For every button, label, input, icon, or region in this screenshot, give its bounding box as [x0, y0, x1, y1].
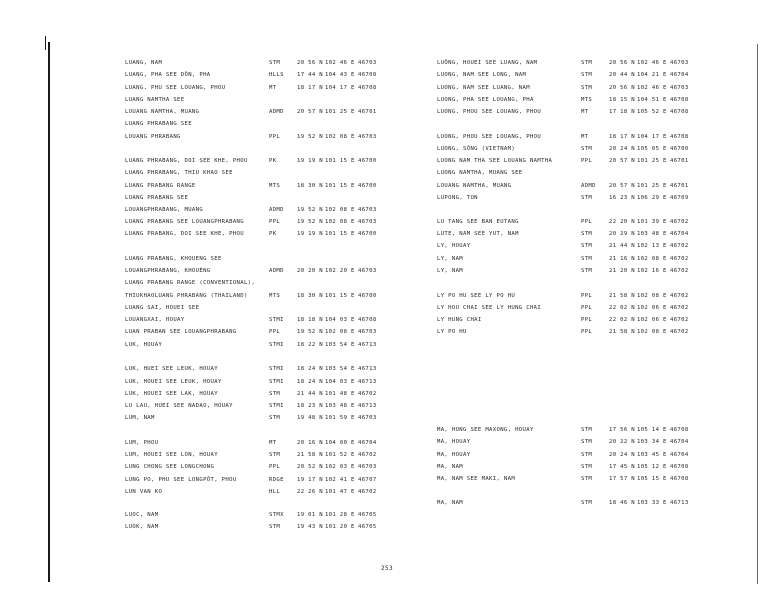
- entry-name: LUOC, NAM: [125, 512, 159, 518]
- entry-latitude: 20 24 N: [609, 452, 636, 458]
- entry-name: LUANG, PHA SEE DÔN, PHA: [125, 72, 211, 78]
- entry-name: LUANG NAMTHA SEE: [125, 97, 185, 103]
- entry-name: LUANG PHRABANG SEE: [125, 121, 192, 127]
- entry-feature-type: PPL: [269, 464, 281, 470]
- entry-latitude: 17 57 N: [609, 476, 636, 482]
- entry-longitude: 103 48 E: [637, 231, 667, 237]
- entry-feature-type: STM: [581, 476, 593, 482]
- entry-latitude: 21 58 N: [609, 293, 636, 299]
- entry-sheet-number: 46702: [358, 452, 377, 458]
- entry-sheet-number: 46708: [670, 427, 689, 433]
- entry-sheet-number: 46705: [358, 512, 377, 518]
- entry-longitude: 103 54 E: [325, 366, 355, 372]
- entry-latitude: 18 17 N: [297, 85, 324, 91]
- entry-longitude: 102 46 E: [637, 85, 667, 91]
- entry-longitude: 101 15 E: [325, 293, 355, 299]
- entry-name: LUONG NAM THA SEE LOUANG NAMTHA: [437, 158, 553, 164]
- left-margin-line: [48, 42, 50, 582]
- entry-longitude: 106 29 E: [637, 195, 667, 201]
- entry-feature-type: STM: [581, 500, 593, 506]
- entry-latitude: 19 19 N: [297, 158, 324, 164]
- entry-longitude: 101 15 E: [325, 158, 355, 164]
- entry-feature-type: STM: [581, 60, 593, 66]
- entry-name: LUPONG, TON: [437, 195, 478, 201]
- entry-latitude: 20 56 N: [297, 60, 324, 66]
- entry-longitude: 101 15 E: [325, 231, 355, 237]
- entry-feature-type: STM: [269, 415, 281, 421]
- entry-name: MA, HONG SEE MAXONG, HOUAY: [437, 427, 534, 433]
- entry-longitude: 102 08 E: [325, 207, 355, 213]
- entry-longitude: 101 59 E: [325, 415, 355, 421]
- entry-longitude: 105 15 E: [637, 476, 667, 482]
- entry-longitude: 103 33 E: [637, 500, 667, 506]
- entry-sheet-number: 46704: [670, 439, 689, 445]
- entry-name: MA, HOUAY: [437, 452, 471, 458]
- entry-latitude: 19 19 N: [297, 231, 324, 237]
- entry-name: LUM, NAM: [125, 415, 155, 421]
- entry-longitude: 102 20 E: [325, 268, 355, 274]
- entry-longitude: 105 52 E: [637, 109, 667, 115]
- entry-sheet-number: 46708: [670, 97, 689, 103]
- entry-feature-type: STM: [581, 72, 593, 78]
- entry-sheet-number: 46713: [358, 366, 377, 372]
- entry-longitude: 101 52 E: [325, 452, 355, 458]
- entry-name: LUANG PRABANG SEE: [125, 195, 189, 201]
- entry-sheet-number: 46700: [358, 183, 377, 189]
- entry-sheet-number: 46702: [670, 219, 689, 225]
- entry-sheet-number: 46701: [670, 158, 689, 164]
- entry-longitude: 104 21 E: [637, 72, 667, 78]
- entry-longitude: 104 00 E: [325, 440, 355, 446]
- entry-latitude: 22 26 N: [297, 489, 324, 495]
- entry-longitude: 103 45 E: [637, 452, 667, 458]
- entry-sheet-number: 46708: [358, 85, 377, 91]
- entry-longitude: 101 28 E: [325, 512, 355, 518]
- entry-latitude: 18 17 N: [609, 134, 636, 140]
- entry-feature-type: STM: [581, 439, 593, 445]
- entry-latitude: 19 48 N: [297, 415, 324, 421]
- page-number: 253: [381, 565, 394, 572]
- entry-longitude: 103 54 E: [325, 342, 355, 348]
- entry-latitude: 21 20 N: [609, 268, 636, 274]
- entry-name: LU LAU, HUEI SEE NADAO, HOUAY: [125, 403, 233, 409]
- entry-feature-type: PPL: [581, 219, 593, 225]
- entry-latitude: 19 52 N: [297, 329, 324, 335]
- entry-feature-type: HLLS: [269, 72, 284, 78]
- entry-name: LUANG, PHU SEE LOUANG, PHOU: [125, 85, 226, 91]
- entry-latitude: 19 52 N: [297, 219, 324, 225]
- entry-sheet-number: 46713: [358, 379, 377, 385]
- entry-name: LUK, HOUEI SEE LEUK, HOUAY: [125, 379, 222, 385]
- entry-name: LUONG NAMTHA, MUANG SEE: [437, 170, 523, 176]
- entry-feature-type: STMI: [269, 379, 284, 385]
- entry-sheet-number: 46708: [670, 464, 689, 470]
- entry-name: LOUANG NAMTHA, MUANG: [437, 183, 512, 189]
- entry-name: LOUANGXAI, HOUAY: [125, 317, 185, 323]
- entry-latitude: 18 18 N: [297, 317, 324, 323]
- entry-feature-type: STM: [581, 256, 593, 262]
- entry-feature-type: PPL: [269, 219, 281, 225]
- entry-name: LUANG PRABANG, DOI SEE KHE, PHOU: [125, 231, 244, 237]
- entry-sheet-number: 46705: [358, 524, 377, 530]
- entry-latitude: 21 16 N: [609, 256, 636, 262]
- entry-sheet-number: 46702: [670, 317, 689, 323]
- entry-latitude: 20 56 N: [609, 85, 636, 91]
- entry-feature-type: STM: [581, 243, 593, 249]
- entry-longitude: 104 17 E: [325, 85, 355, 91]
- entry-longitude: 102 03 E: [325, 464, 355, 470]
- entry-name: LUANG PRABANG RANGE (CONVENTIONAL),: [125, 280, 256, 286]
- entry-latitude: 17 44 N: [297, 72, 324, 78]
- entry-sheet-number: 46701: [670, 183, 689, 189]
- entry-name: LY PO HU SEE LY PO HU: [437, 293, 516, 299]
- entry-longitude: 104 17 E: [637, 134, 667, 140]
- entry-feature-type: PPL: [269, 329, 281, 335]
- entry-latitude: 20 29 N: [609, 231, 636, 237]
- entry-name: THIUKHAOLUANG PHRABANG (THAILAND): [125, 293, 248, 299]
- entry-feature-type: STM: [581, 268, 593, 274]
- entry-name: LUK, HOUEI SEE LAK, HOUAY: [125, 391, 218, 397]
- entry-sheet-number: 46709: [670, 195, 689, 201]
- entry-latitude: 18 15 N: [609, 97, 636, 103]
- entry-latitude: 20 52 N: [297, 464, 324, 470]
- entry-feature-type: PK: [269, 158, 277, 164]
- entry-name: LUONG, SÔNG (VIETNAM): [437, 146, 516, 152]
- entry-sheet-number: 46708: [670, 134, 689, 140]
- entry-name: LUONG, NAM SEE LONG, NAM: [437, 72, 527, 78]
- entry-feature-type: STM: [269, 391, 281, 397]
- entry-latitude: 17 45 N: [609, 464, 636, 470]
- entry-sheet-number: 46702: [358, 391, 377, 397]
- entry-longitude: 101 15 E: [325, 183, 355, 189]
- entry-latitude: 19 52 N: [297, 207, 324, 213]
- entry-longitude: 102 46 E: [325, 60, 355, 66]
- entry-name: MA, NAM: [437, 500, 464, 506]
- entry-sheet-number: 46713: [358, 403, 377, 409]
- entry-name: LY, NAM: [437, 268, 464, 274]
- entry-feature-type: STM: [581, 195, 593, 201]
- entry-feature-type: PPL: [581, 305, 593, 311]
- entry-longitude: 101 25 E: [325, 109, 355, 115]
- entry-latitude: 18 30 N: [297, 183, 324, 189]
- entry-feature-type: PPL: [581, 329, 593, 335]
- entry-feature-type: ADMD: [269, 207, 284, 213]
- entry-latitude: 18 22 N: [297, 342, 324, 348]
- entry-feature-type: PPL: [581, 317, 593, 323]
- entry-name: LUNG CHONG SEE LONGCHONG: [125, 464, 215, 470]
- entry-sheet-number: 46708: [358, 72, 377, 78]
- entry-latitude: 19 17 N: [297, 477, 324, 483]
- entry-sheet-number: 46704: [358, 440, 377, 446]
- entry-latitude: 19 43 N: [297, 524, 324, 530]
- entry-sheet-number: 46702: [670, 268, 689, 274]
- entry-feature-type: MTS: [581, 97, 593, 103]
- entry-name: LY, HOUAY: [437, 243, 471, 249]
- entry-latitude: 20 22 N: [609, 439, 636, 445]
- entry-name: LY PO HU: [437, 329, 467, 335]
- entry-name: MA, HOUAY: [437, 439, 471, 445]
- entry-feature-type: ADMD: [269, 268, 284, 274]
- entry-name: LUANG PRABANG, KHOUENG SEE: [125, 256, 222, 262]
- entry-latitude: 22 02 N: [609, 305, 636, 311]
- entry-latitude: 22 20 N: [609, 219, 636, 225]
- entry-sheet-number: 46703: [358, 60, 377, 66]
- entry-sheet-number: 46702: [670, 305, 689, 311]
- entry-longitude: 102 08 E: [637, 329, 667, 335]
- entry-name: LOUANG NAMTHA, MUANG: [125, 109, 200, 115]
- entry-longitude: 102 41 E: [325, 477, 355, 483]
- entry-latitude: 17 18 N: [609, 109, 636, 115]
- entry-sheet-number: 46708: [358, 317, 377, 323]
- entry-feature-type: MT: [581, 134, 589, 140]
- entry-name: LUTE, NAM SEE YUT, NAM: [437, 231, 519, 237]
- entry-sheet-number: 46704: [670, 452, 689, 458]
- entry-latitude: 21 44 N: [297, 391, 324, 397]
- entry-sheet-number: 46707: [358, 477, 377, 483]
- entry-name: LOUANGPHRABANG, KHOUÈNG: [125, 268, 211, 274]
- entry-latitude: 21 58 N: [297, 452, 324, 458]
- entry-sheet-number: 46703: [358, 207, 377, 213]
- entry-longitude: 104 03 E: [325, 317, 355, 323]
- entry-feature-type: STM: [581, 452, 593, 458]
- entry-longitude: 101 25 E: [637, 183, 667, 189]
- entry-latitude: 19 01 N: [297, 512, 324, 518]
- entry-sheet-number: 46700: [358, 158, 377, 164]
- entry-longitude: 101 48 E: [325, 391, 355, 397]
- entry-longitude: 102 46 E: [637, 60, 667, 66]
- entry-latitude: 20 20 N: [297, 268, 324, 274]
- entry-feature-type: STM: [269, 524, 281, 530]
- entry-longitude: 102 13 E: [637, 243, 667, 249]
- entry-longitude: 101 20 E: [325, 524, 355, 530]
- entry-name: LUANG PHRABANG, THIU KHAO SEE: [125, 170, 233, 176]
- entry-longitude: 102 06 E: [637, 317, 667, 323]
- entry-longitude: 102 08 E: [637, 293, 667, 299]
- entry-name: LY, NAM: [437, 256, 464, 262]
- entry-sheet-number: 46701: [358, 109, 377, 115]
- entry-name: LUANG SAI, HOUEI SEE: [125, 305, 200, 311]
- entry-longitude: 105 14 E: [637, 427, 667, 433]
- entry-feature-type: MTS: [269, 293, 281, 299]
- entry-name: LUM, PHOU: [125, 440, 159, 446]
- entry-latitude: 19 52 N: [297, 134, 324, 140]
- entry-latitude: 18 24 N: [297, 366, 324, 372]
- entry-feature-type: HLL: [269, 489, 281, 495]
- entry-feature-type: STM: [269, 60, 281, 66]
- entry-longitude: 102 16 E: [637, 268, 667, 274]
- entry-name: LUANG PRABANG SEE LOUANGPHRABANG: [125, 219, 244, 225]
- entry-sheet-number: 46703: [358, 415, 377, 421]
- entry-feature-type: MT: [581, 109, 589, 115]
- entry-feature-type: ADMD: [269, 109, 284, 115]
- entry-name: LUONG, NAM SEE LUANG, NAM: [437, 85, 530, 91]
- entry-feature-type: STM: [581, 85, 593, 91]
- entry-longitude: 103 48 E: [325, 403, 355, 409]
- entry-feature-type: PPL: [269, 134, 281, 140]
- entry-longitude: 103 34 E: [637, 439, 667, 445]
- entry-feature-type: STMI: [269, 342, 284, 348]
- entry-sheet-number: 46703: [358, 268, 377, 274]
- entry-feature-type: STMI: [269, 317, 284, 323]
- entry-name: LUONG, PHA SEE LOUANG, PHA: [437, 97, 534, 103]
- entry-sheet-number: 46703: [358, 134, 377, 140]
- entry-latitude: 20 56 N: [609, 60, 636, 66]
- entry-name: LOUANG PHRABANG: [125, 134, 181, 140]
- entry-feature-type: STM: [581, 464, 593, 470]
- entry-name: LUANG, NAM: [125, 60, 163, 66]
- entry-sheet-number: 46702: [358, 489, 377, 495]
- entry-name: LUANG PRABANG RANGE: [125, 183, 196, 189]
- entry-feature-type: MT: [269, 440, 277, 446]
- entry-feature-type: PK: [269, 231, 277, 237]
- entry-longitude: 102 08 E: [325, 219, 355, 225]
- entry-latitude: 18 24 N: [297, 379, 324, 385]
- entry-longitude: 102 08 E: [325, 134, 355, 140]
- entry-longitude: 102 06 E: [637, 305, 667, 311]
- entry-name: LUANG PHRABANG, DOI SEE KHE, PHOU: [125, 158, 248, 164]
- entry-sheet-number: 46708: [670, 476, 689, 482]
- entry-sheet-number: 46713: [670, 500, 689, 506]
- entry-longitude: 101 25 E: [637, 158, 667, 164]
- entry-longitude: 101 39 E: [637, 219, 667, 225]
- entry-name: MA, NAM SEE MAKI, NAM: [437, 476, 516, 482]
- entry-sheet-number: 46703: [358, 219, 377, 225]
- entry-feature-type: MT: [269, 85, 277, 91]
- entry-sheet-number: 46702: [670, 329, 689, 335]
- entry-name: LUK, HUEI SEE LEUK, HOUAY: [125, 366, 218, 372]
- entry-name: LUN VAN KO: [125, 489, 163, 495]
- entry-name: MA, NAM: [437, 464, 464, 470]
- entry-name: LUONG, PHOU SEE LOUANG, PHOU: [437, 109, 542, 115]
- entry-name: LUAN PRABAN SEE LOUANGPHRABANG: [125, 329, 237, 335]
- entry-sheet-number: 46702: [670, 243, 689, 249]
- entry-longitude: 101 47 E: [325, 489, 355, 495]
- entry-sheet-number: 46702: [670, 293, 689, 299]
- entry-sheet-number: 46708: [670, 109, 689, 115]
- entry-feature-type: STM: [581, 231, 593, 237]
- entry-latitude: 20 57 N: [609, 158, 636, 164]
- entry-latitude: 21 58 N: [609, 329, 636, 335]
- entry-name: LUM, HOUEI SEE LON, HOUAY: [125, 452, 218, 458]
- entry-feature-type: PPL: [581, 158, 593, 164]
- entry-feature-type: STMI: [269, 403, 284, 409]
- entry-longitude: 105 12 E: [637, 464, 667, 470]
- entry-latitude: 18 30 N: [297, 293, 324, 299]
- entry-sheet-number: 46703: [358, 329, 377, 335]
- entry-sheet-number: 46703: [670, 85, 689, 91]
- entry-latitude: 18 23 N: [297, 403, 324, 409]
- entry-sheet-number: 46700: [358, 293, 377, 299]
- entry-latitude: 22 02 N: [609, 317, 636, 323]
- entry-feature-type: STM: [269, 452, 281, 458]
- entry-latitude: 17 56 N: [609, 427, 636, 433]
- entry-sheet-number: 46703: [358, 464, 377, 470]
- entry-longitude: 104 03 E: [325, 379, 355, 385]
- entry-sheet-number: 46704: [670, 72, 689, 78]
- entry-name: LUONG, PHOU SEE LOUANG, PHOU: [437, 134, 542, 140]
- entry-latitude: 20 16 N: [297, 440, 324, 446]
- entry-feature-type: STM: [581, 427, 593, 433]
- entry-feature-type: RDGE: [269, 477, 284, 483]
- entry-feature-type: STMI: [269, 366, 284, 372]
- entry-longitude: 105 05 E: [637, 146, 667, 152]
- entry-name: LY HUNG CHAI: [437, 317, 482, 323]
- entry-name: LOUANGPHRABANG, MUANG: [125, 207, 204, 213]
- entry-sheet-number: 46704: [670, 231, 689, 237]
- entry-longitude: 104 51 E: [637, 97, 667, 103]
- entry-name: LUK, HOUAY: [125, 342, 163, 348]
- entry-latitude: 20 24 N: [609, 146, 636, 152]
- entry-name: LU TANG SEE BAN EUTANG: [437, 219, 519, 225]
- right-margin-line: [757, 44, 758, 584]
- entry-sheet-number: 46703: [670, 60, 689, 66]
- entry-sheet-number: 46713: [358, 342, 377, 348]
- entry-name: LY HOU CHAI SEE LY HUNG CHAI: [437, 305, 542, 311]
- entry-latitude: 20 44 N: [609, 72, 636, 78]
- entry-sheet-number: 46702: [670, 256, 689, 262]
- entry-latitude: 21 44 N: [609, 243, 636, 249]
- entry-feature-type: PPL: [581, 293, 593, 299]
- entry-feature-type: STM: [581, 146, 593, 152]
- entry-name: LUÔNG, HOUEI SEE LUANG, NAM: [437, 60, 538, 66]
- entry-name: LUNG PO, PHU SEE LONGPÔT, PHOU: [125, 477, 237, 483]
- entry-name: LUOK, NAM: [125, 524, 159, 530]
- entry-sheet-number: 46700: [670, 146, 689, 152]
- entry-latitude: 20 57 N: [297, 109, 324, 115]
- scan-edge-mark: [45, 36, 46, 50]
- entry-longitude: 102 08 E: [637, 256, 667, 262]
- entry-longitude: 102 08 E: [325, 329, 355, 335]
- entry-feature-type: STMX: [269, 512, 284, 518]
- entry-latitude: 18 46 N: [609, 500, 636, 506]
- entry-latitude: 16 23 N: [609, 195, 636, 201]
- entry-feature-type: ADMD: [581, 183, 596, 189]
- entry-longitude: 104 43 E: [325, 72, 355, 78]
- entry-feature-type: MTS: [269, 183, 281, 189]
- entry-latitude: 20 57 N: [609, 183, 636, 189]
- entry-sheet-number: 46700: [358, 231, 377, 237]
